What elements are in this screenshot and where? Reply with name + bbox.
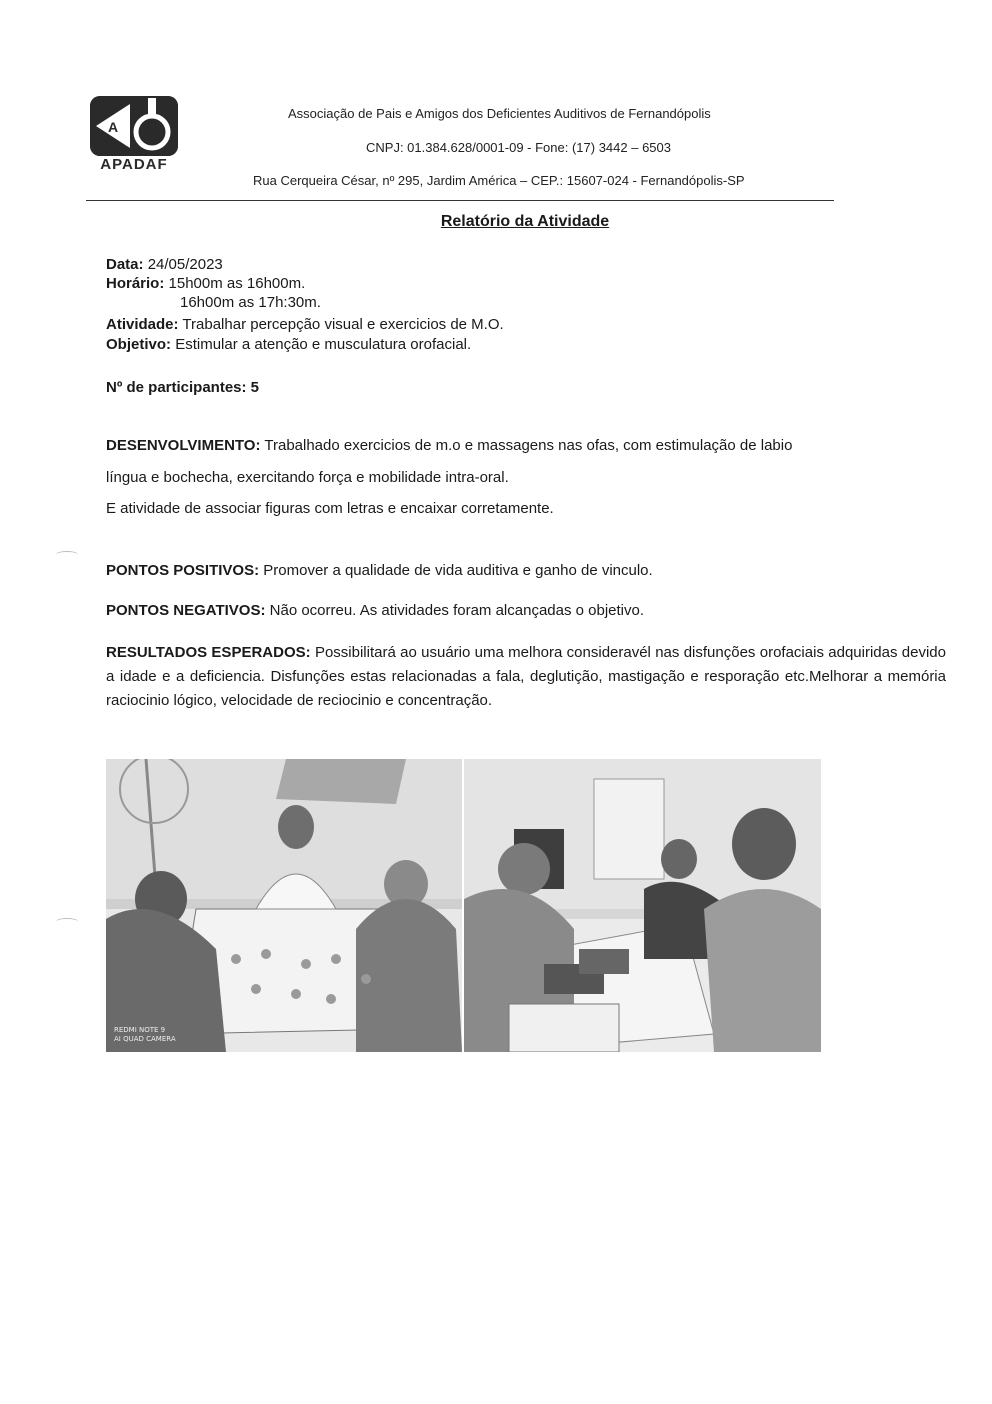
org-name: Associação de Pais e Amigos dos Deficientes Auditivos de Fernandópolis [288,106,711,121]
development-text-3: E atividade de associar figuras com letras e encaixar corretamente. [106,500,554,517]
positive-text: Promover a qualidade de vida auditiva e ganho de vinculo. [263,562,653,579]
date-label: Data: [106,256,144,273]
time-value-1: 15h00m as 16h00m. [168,275,306,292]
development-text-1: Trabalhado exercicios de m.o e massagens nas ofas, com estimulação de labio [264,437,793,454]
activity-photo-left [106,759,462,1052]
time-label: Horário: [106,275,165,292]
participants-field [106,379,259,396]
results-label: RESULTADOS ESPERADOS: [106,644,311,661]
positive-points [106,562,653,579]
time-field-2 [180,294,321,311]
logo-mark-icon [90,96,178,156]
watermark-line-2: AI QUAD CAMERA [114,1035,176,1043]
time-field [106,275,305,292]
positive-label: PONTOS POSITIVOS: [106,562,260,579]
objective-field [106,336,471,353]
photo-right-illustration [464,759,821,1052]
negative-points [106,602,644,619]
activity-photo-right [464,759,821,1052]
negative-label: PONTOS NEGATIVOS: [106,602,266,619]
negative-text: Não ocorreu. As atividades foram alcançadas o objetivo. [269,602,645,619]
apadaf-logo [88,94,180,176]
development-label: DESENVOLVIMENTO: [106,437,261,454]
development-text-2: língua e bochecha, exercitando força e mobilidade intra-oral. [106,469,509,486]
objective-label: Objetivo: [106,336,172,353]
date-field [106,256,223,273]
scan-artifact-2 [56,918,78,925]
photo-left-illustration [106,759,462,1052]
org-cnpj-phone: CNPJ: 01.384.628/0001-09 - Fone: (17) 3442 – 6503 [366,140,671,155]
svg-text:A: A [108,119,119,135]
participants-text: Nº de participantes: 5 [106,379,260,396]
header-divider [86,200,834,201]
report-title: Relatório da Atividade [440,213,610,230]
development-line-1 [106,437,792,454]
watermark-line-1: REDMI NOTE 9 [114,1026,166,1034]
activity-label: Atividade: [106,316,179,333]
org-address: Rua Cerqueira César, nº 295, Jardim América – CEP.: 15607-024 - Fernandópolis-SP [253,173,745,188]
activity-value: Trabalhar percepção visual e exercicios de M.O. [182,316,504,333]
logo-text: APADAF [100,156,168,173]
activity-field [106,316,504,333]
expected-results [106,641,946,713]
time-value-2: 16h00m as 17h:30m. [180,294,321,311]
camera-watermark [114,1026,176,1044]
objective-value: Estimular a atenção e musculatura orofacial. [175,336,472,353]
date-value: 24/05/2023 [147,256,223,273]
scan-artifact [56,551,78,558]
results-text: Possibilitará ao usuário uma melhora consideravél nas disfunções orofaciais adquiridas devido a idade e a deficiencia. Disfunções estas relacionadas a fala, deglutição, mastigação e resporação etc.Melhorar a memória raciocinio lógico, velocidade de reciocinio e concentração. [106,644,946,709]
